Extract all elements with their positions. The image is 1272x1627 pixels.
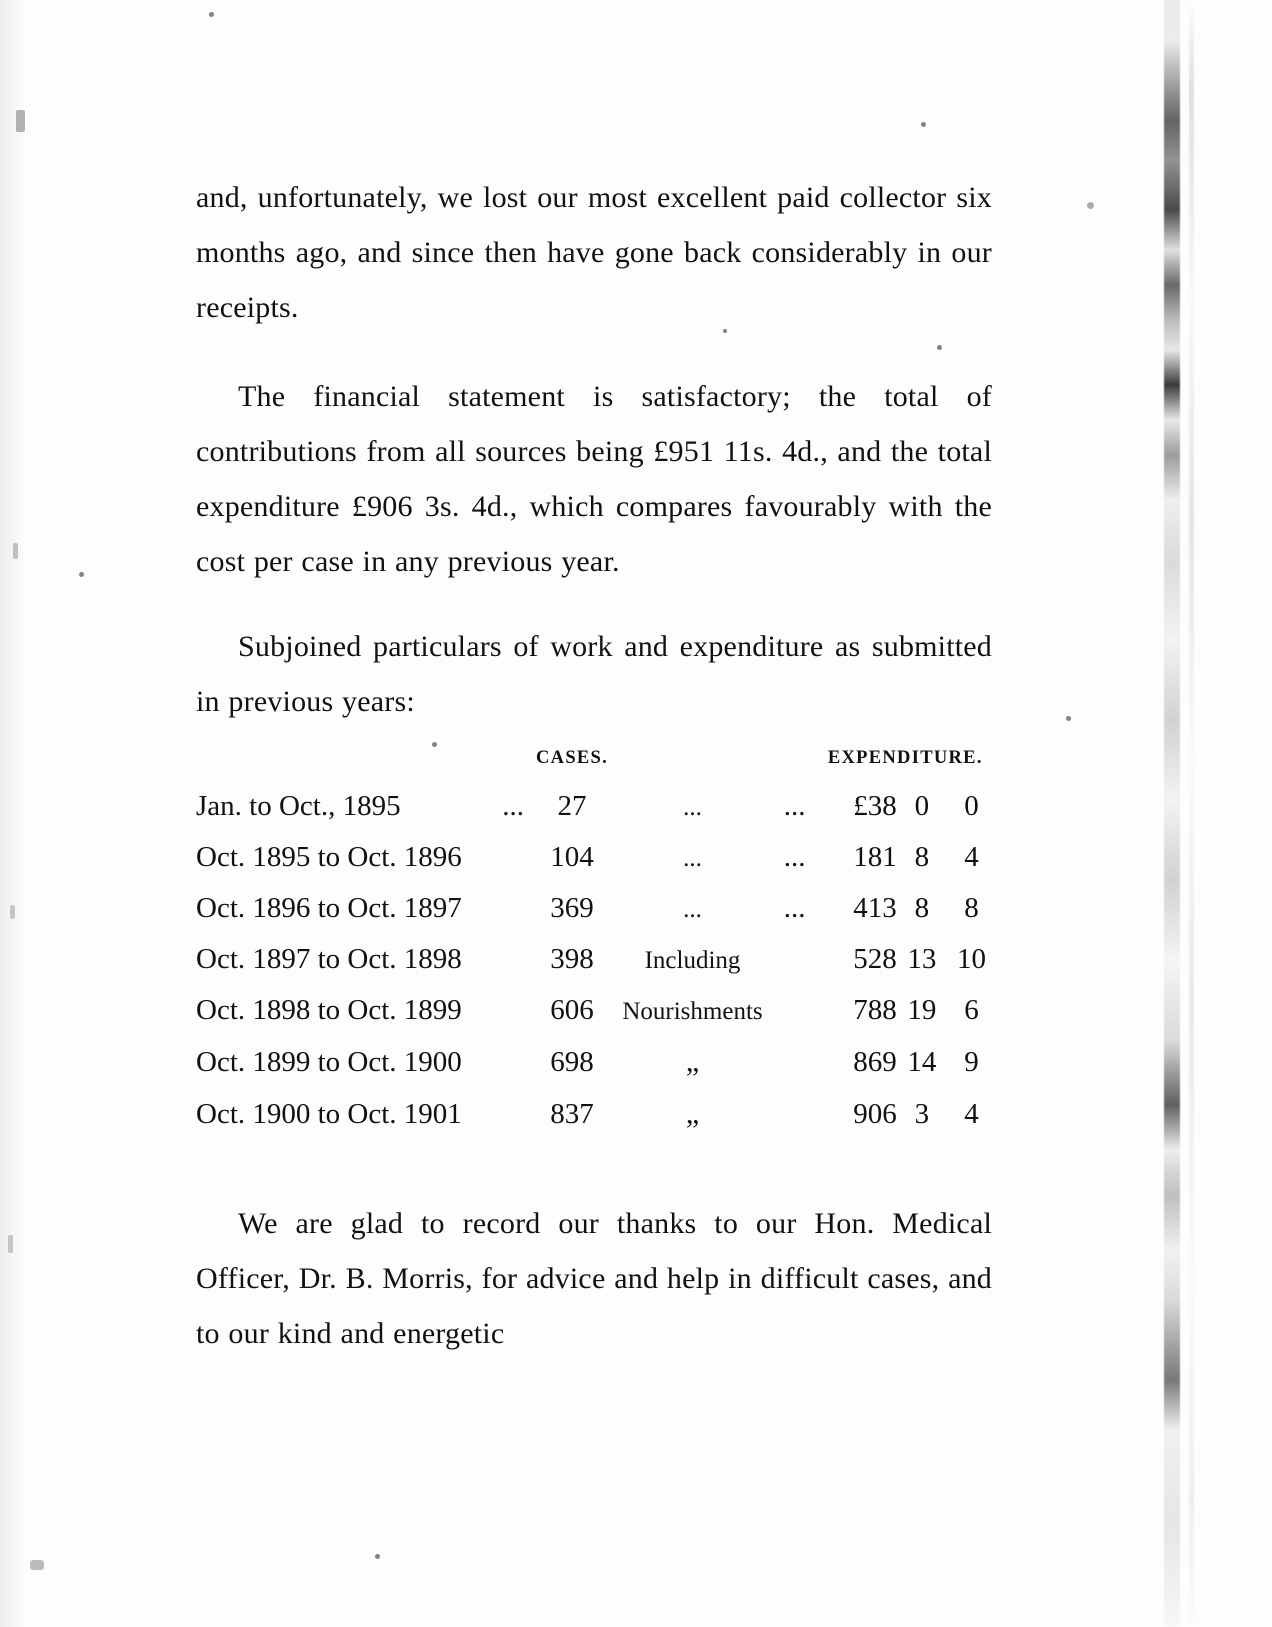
cell-pence: 0 [964, 790, 979, 822]
cell-period: Oct. 1900 to Oct. 1901 [196, 1098, 462, 1130]
financial-text-middle: , and the total expenditure [196, 435, 992, 523]
cell-lead-dots [493, 1036, 534, 1088]
work-and-expenditure-table [196, 748, 996, 1140]
cell-dots [775, 985, 815, 1036]
dust-speck [1066, 716, 1071, 721]
table-row [196, 1036, 996, 1088]
cell-cases: 837 [550, 1098, 594, 1130]
cell-lead-dots: ... [502, 790, 524, 822]
cell-pence: 9 [964, 1046, 979, 1078]
cell-period: Oct. 1895 to Oct. 1896 [196, 841, 462, 873]
paragraph-thanks: We are glad to record our thanks to our Hon. Medical Officer, Dr. B. Morris, for advice and help in difficult cases, and to our kind and energetic [196, 1207, 992, 1350]
header-dots-spacer [775, 748, 815, 781]
cell-lead-dots [493, 832, 534, 883]
table-row [196, 934, 996, 985]
table-row [196, 883, 996, 934]
cell-pence: 4 [964, 1098, 979, 1130]
paragraph-subjoined: Subjoined particulars of work and expenditure as submitted in previous years: [196, 630, 992, 718]
dust-speck [13, 543, 18, 559]
cell-period: Jan. to Oct., 1895 [196, 790, 401, 822]
header-cases: CASES. [536, 748, 609, 768]
table-body [196, 781, 996, 1140]
dust-speck [432, 742, 437, 747]
cell-cases: 398 [550, 943, 594, 975]
cell-dots: ... [783, 892, 806, 924]
cell-pence: 6 [964, 994, 979, 1026]
cell-pounds: 869 [853, 1046, 897, 1078]
table-row [196, 1088, 996, 1140]
header-expenditure: EXPENDITURE. [827, 748, 983, 768]
header-period [196, 748, 493, 781]
cell-period: Oct. 1898 to Oct. 1899 [196, 994, 462, 1026]
cell-note: „ [685, 1045, 700, 1078]
cell-shillings: 14 [907, 1046, 937, 1078]
financial-text-lead: The financial statement is satisfactory; the total of contributions from all sources being [196, 380, 992, 468]
cell-shillings: 0 [914, 790, 930, 822]
cell-cases: 104 [550, 841, 594, 873]
dust-speck [1087, 202, 1094, 209]
financial-text-tail: , which compares favourably with the cost per case in any previous year. [196, 490, 992, 578]
text-column [196, 170, 992, 729]
page-left-edge-shadow [0, 0, 26, 1627]
cell-lead-dots [493, 934, 534, 985]
table-header [196, 748, 996, 781]
cell-pence: 4 [964, 841, 979, 873]
cell-dots [775, 1088, 815, 1140]
header-note [610, 748, 774, 781]
table-row [196, 781, 996, 832]
cell-note: ... [683, 896, 702, 923]
cell-cases: 27 [557, 790, 587, 822]
table-row [196, 832, 996, 883]
cell-cases: 698 [550, 1046, 594, 1078]
total-expenditure-amount: £906 3s. 4d. [351, 490, 510, 523]
dust-speck [209, 12, 214, 17]
dust-speck [30, 1560, 44, 1570]
dust-speck [10, 905, 15, 919]
cell-note: ... [683, 845, 702, 872]
dust-speck [16, 110, 25, 132]
cell-lead-dots [493, 1088, 534, 1140]
cell-note: „ [685, 1097, 700, 1130]
cell-dots: ... [783, 841, 806, 873]
paragraph-collector: and, unfortunately, we lost our most excellent paid collector six months ago, and since then have gone back considerably in our receipts. [196, 181, 992, 324]
cell-cases: 369 [550, 892, 594, 924]
cell-shillings: 8 [914, 841, 930, 873]
cell-dots: ... [783, 790, 806, 822]
cell-period: Oct. 1897 to Oct. 1898 [196, 943, 462, 975]
cell-shillings: 3 [914, 1098, 930, 1130]
cell-cases: 606 [550, 994, 594, 1026]
text-column-lower [196, 1196, 992, 1361]
cell-dots [775, 934, 815, 985]
cell-pounds: £38 [853, 790, 897, 822]
contributions-amount: £951 11s. 4d. [653, 435, 821, 468]
paragraph-financial-statement [196, 369, 992, 589]
table-header-row [196, 748, 996, 781]
cell-pence: 8 [964, 892, 979, 924]
cell-shillings: 8 [914, 892, 930, 924]
dust-speck [79, 572, 84, 577]
cell-period: Oct. 1896 to Oct. 1897 [196, 892, 462, 924]
cell-pounds: 181 [853, 841, 897, 873]
cell-shillings: 13 [907, 943, 937, 975]
cell-note: Nourishments [622, 998, 763, 1025]
cell-dots [775, 1036, 815, 1088]
cell-lead-dots [493, 883, 534, 934]
header-lead-spacer [493, 748, 534, 781]
cell-note: Including [644, 947, 741, 974]
cell-shillings: 19 [907, 994, 937, 1026]
cell-pounds: 906 [853, 1098, 897, 1130]
table-row [196, 985, 996, 1036]
scan-gutter-artifact [1164, 0, 1180, 1627]
cell-lead-dots [493, 985, 534, 1036]
cell-pounds: 788 [853, 994, 897, 1026]
cell-period: Oct. 1899 to Oct. 1900 [196, 1046, 462, 1078]
scan-gutter-secondary-artifact [1189, 0, 1194, 1627]
cell-note: ... [683, 794, 702, 821]
dust-speck [921, 122, 926, 127]
cell-pounds: 413 [853, 892, 897, 924]
cell-pounds: 528 [853, 943, 897, 975]
cell-pence: 10 [957, 943, 987, 975]
dust-speck [375, 1554, 380, 1559]
dust-speck [8, 1235, 13, 1253]
